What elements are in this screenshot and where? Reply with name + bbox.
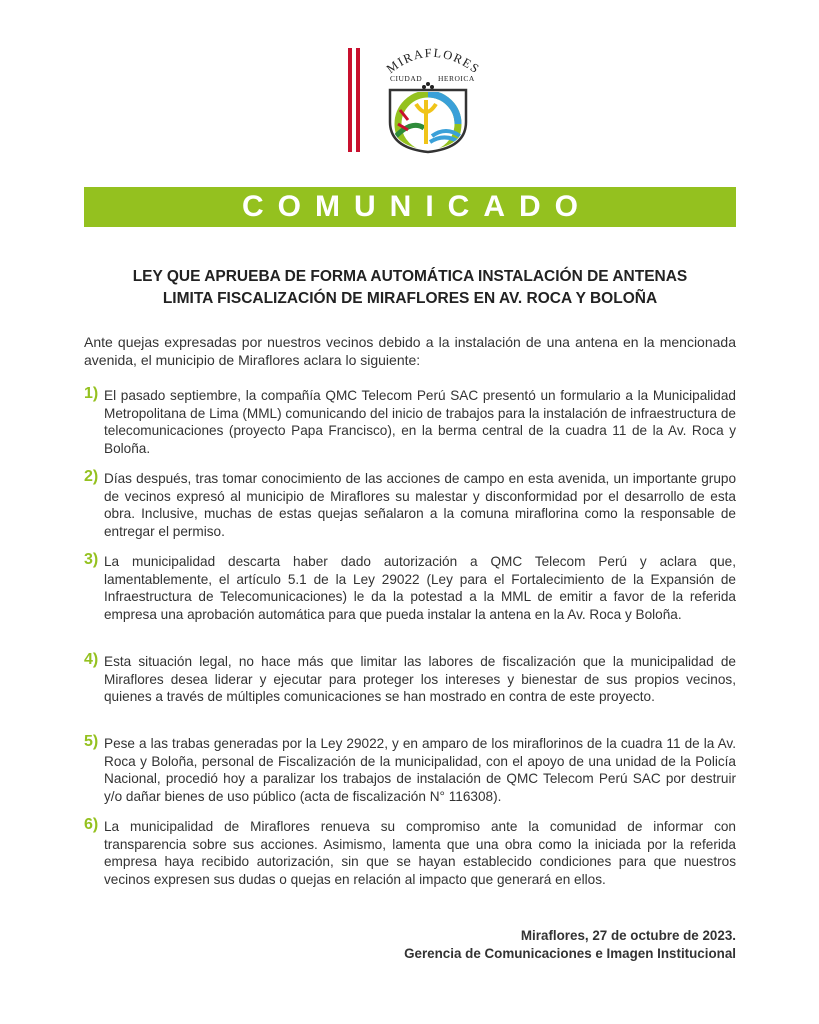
headline-line-1: LEY QUE APRUEBA DE FORMA AUTOMÁTICA INSTALACIÓN DE ANTENAS [132, 268, 688, 285]
item-text: La municipalidad descarta haber dado autorización a QMC Telecom Perú y aclara que, lamentablemente, el artículo 5.1 de la Ley 29022 (Ley para el Fortalecimiento de la Expansión de Infraestructura de Telecomunicaciones) le da la potestad a la MML de emitir a favor de la referida empresa una aprobación automática para que pueda instalar la antena en la Av. Roca y Boloña. [104, 554, 736, 622]
signature-place-date: Miraflores, 27 de octubre de 2023. [520, 928, 736, 943]
logo-tagline [388, 74, 488, 86]
item-text: El pasado septiembre, la compañía QMC Telecom Perú SAC presentó un formulario a la Municipalidad Metropolitana de Lima (MML) comunicando del inicio de trabajos para la instalación de infraestructura de telecomunicaciones (proyecto Papa Francisco), en la berma central de la cuadra 11 de la Av. Roca y Boloña. [104, 388, 736, 456]
svg-text:MIRAFLORES [384, 46, 483, 77]
miraflores-logo [348, 40, 488, 155]
banner-title: COMUNICADO [242, 190, 592, 223]
title-banner [84, 187, 736, 227]
intro-paragraph: Ante quejas expresadas por nuestros vecinos debido a la instalación de una antena en la mencionada avenida, el municipio de Miraflores aclara lo siguiente: [84, 334, 736, 368]
headline-line-2: LIMITA FISCALIZACIÓN DE MIRAFLORES EN AV. ROCA Y BOLOÑA [162, 290, 658, 307]
logo-tagline-right: HEROICA [438, 74, 475, 83]
item-number: 1) [84, 385, 99, 402]
logo-name: MIRAFLORES [383, 45, 483, 77]
item-number: 4) [84, 651, 99, 668]
item-number: 5) [84, 733, 99, 750]
miraflores-shield-icon [368, 40, 488, 155]
item-text: La municipalidad de Miraflores renueva su compromiso ante la comunidad de informar con transparencia sobre sus acciones. Asimismo, lamenta que una obra como la iniciada por la referida empresa haya recibido autorización, sin que se hayan establecido condiciones para que nuestros vecinos expresen sus dudas o quejas en relación al impacto que generará en ellos. [104, 819, 736, 887]
signature-office: Gerencia de Comunicaciones e Imagen Institucional [404, 946, 736, 961]
logo-tagline-left: CIUDAD [390, 74, 423, 83]
item-number: 2) [84, 468, 99, 485]
item-number: 3) [84, 551, 99, 568]
item-text: Pese a las trabas generadas por la Ley 29022, y en amparo de los miraflorinos de la cuadra 11 de la Av. Roca y Boloña, personal de Fiscalización de la municipalidad, con el apoyo de una unidad de la Policía Nacional, procedió hoy a paralizar los trabajos de instalación de QMC Telecom Perú SAC por destruir y/o dañar bienes de uso público (acta de fiscalización N° 116308). [104, 736, 736, 804]
logo-red-bars [348, 48, 362, 152]
item-text: Días después, tras tomar conocimiento de las acciones de campo en esta avenida, un importante grupo de vecinos expresó al municipio de Miraflores su malestar y disconformidad por el desarrollo de esta obra. Inclusive, muchas de estas quejas señalaron a la comuna miraflorina como la responsable de entregar el permiso. [104, 471, 736, 539]
item-number: 6) [84, 816, 99, 833]
item-text: Esta situación legal, no hace más que limitar las labores de fiscalización que la municipalidad de Miraflores desea liderar y ejecutar para proteger los intereses y bienestar de sus propios vecinos, quienes a través de múltiples comunicaciones se han mostrado en contra de este proyecto. [104, 654, 736, 705]
